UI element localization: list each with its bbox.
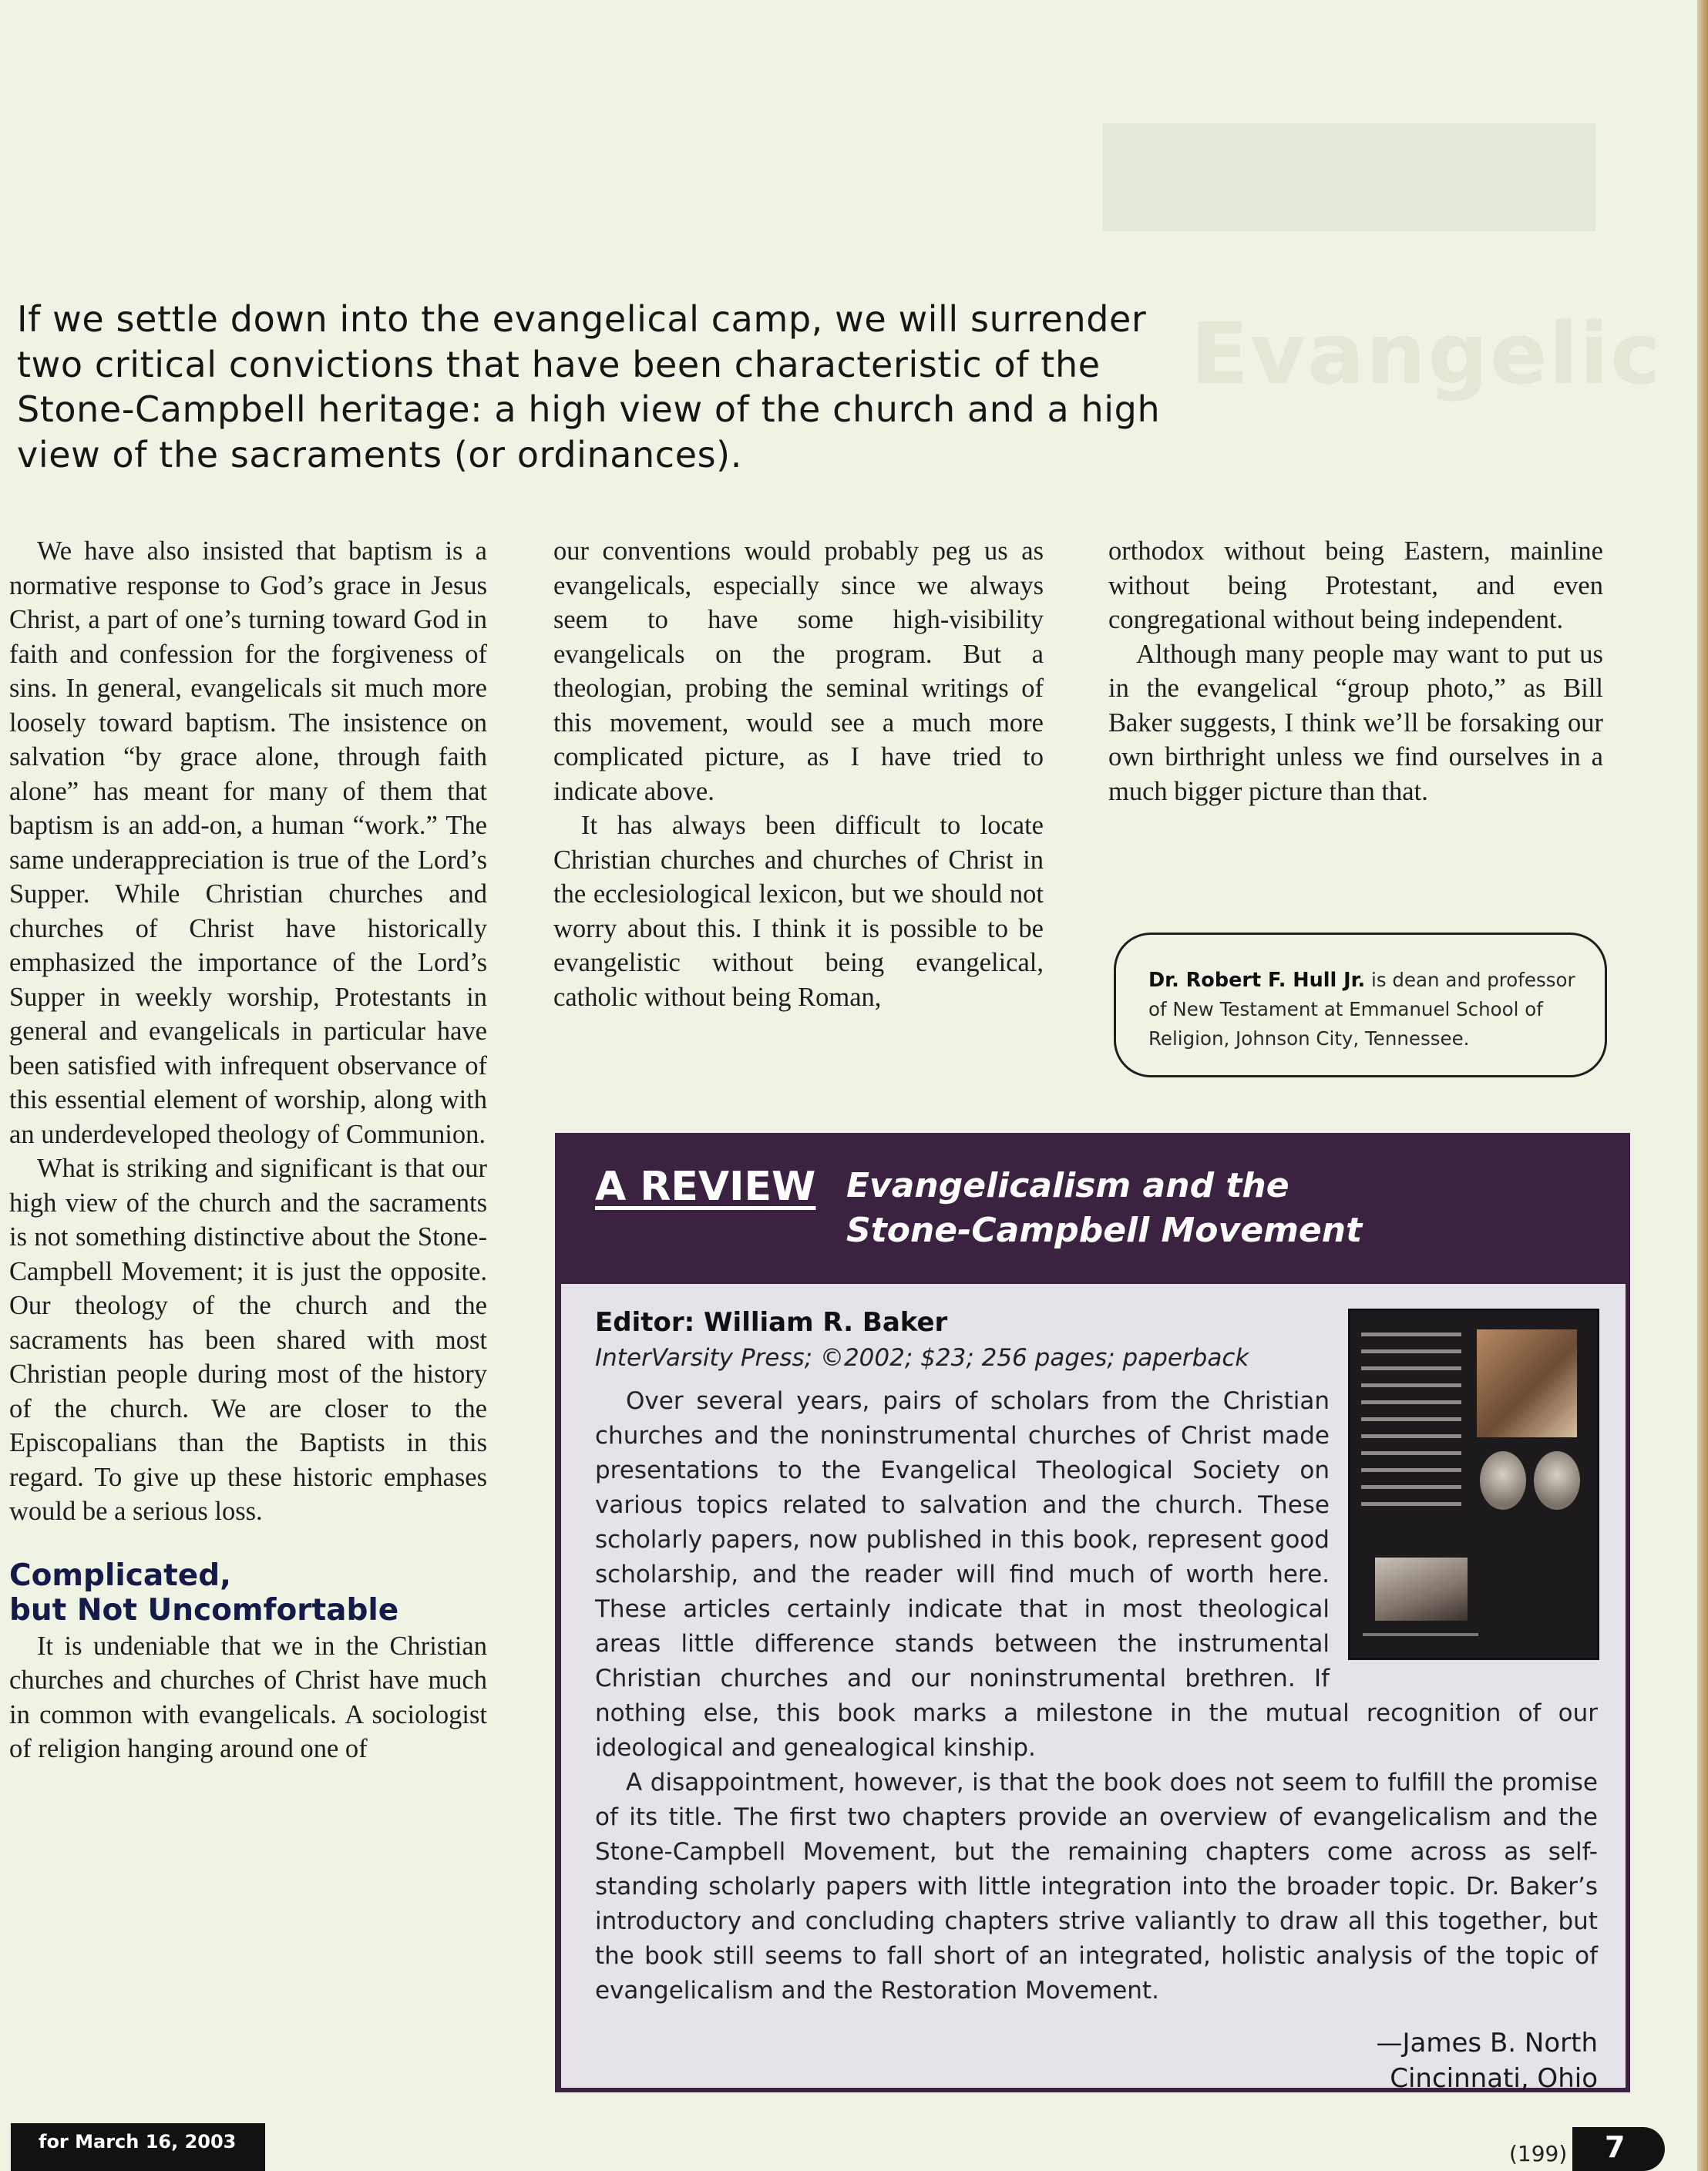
cover-text-lines — [1361, 1333, 1461, 1519]
review-paragraph: Over several years, pairs of scholars from the Christian churches and the noninstrumental churches of Christ made presentations to the Evangelical Theological Society on various topics related to salvation and the church. These scholarly papers, now published in this book, represent good scholarship, and the reader will find much of worth here. These articles certainly indicate that in most theological areas little difference stands between the instrumental Christian churches and our noninstrumental brethren. If nothing else, this book marks a milestone in the mutual recognition of our ideological and genealogical kinship. — [595, 1387, 1598, 1762]
paragraph: We have also insisted that baptism is a normative response to God’s grace in Jesus Christ, a part of one’s turning toward God in faith and confession for the forgiveness of sins. In general, evangelicals sit much more loosely toward baptism. The insistence on salvation “by grace alone, through faith alone” has meant for many of them that baptism is an add-on, a human “work.” The same underappreciation is true of the Lord’s Supper. While Christian churches and churches of Christ have historically emphasized the importance of the Lord’s Supper in weekly worship, Protestants in general and evangelicals in particular have been satisfied with infrequent observance of this essential element of worship, along with an underdeveloped theology of Communion. — [9, 536, 487, 1149]
review-editor: Editor: William R. Baker — [595, 1307, 948, 1338]
page-edge — [1697, 0, 1708, 2171]
author-bio-text: is dean and professor of New Testament at Emmanuel School of Religion, Johnson City, Tennessee. — [1148, 969, 1575, 1050]
cover-footer-line — [1363, 1633, 1478, 1636]
article-column-3 — [1108, 534, 1603, 808]
paragraph: Although many people may want to put us in the evangelical “group photo,” as Bill Baker suggests, I think we’ll be forsaking our own birthright unless we find ourselves in a much bigger picture than that. — [1108, 639, 1603, 806]
cover-portrait — [1534, 1451, 1580, 1510]
review-paragraph: A disappointment, however, is that the book does not seem to fulfill the promise of its title. The first two chapters provide an overview of evangelicalism and the Stone-Campbell Movement, but the remaining chapters come across as self-standing scholarly papers with little integration into the broader topic. Dr. Baker’s introductory and concluding chapters strive valiantly to draw all this together, but the book still seems to fall short of an integrated, holistic analysis of the topic of evangelicalism and the Restoration Movement. — [595, 1769, 1598, 2005]
faded-background-lettering: Evangelic — [1191, 304, 1663, 403]
paragraph: What is striking and significant is that our high view of the church and the sacraments is not something distinctive about the Stone-Campbell Movement; it is just the opposite. Our theology of the church and the sacraments has been shared with most Christian people during most of the history of the church. We are closer to the Episcopalians than the Baptists in this regard. To give up these historic emphases would be a serious loss. — [9, 1154, 487, 1526]
paragraph: orthodox without being Eastern, mainline without being Protestant, and even congregational without being independent. — [1108, 536, 1603, 634]
paragraph: It has always been difficult to locate Christian churches and churches of Christ in the ecclesiological lexicon, but we should not worry about this. I think it is possible to be evangelistic without being evangelical, catholic without being Roman, — [553, 811, 1044, 1012]
paragraph: It is undeniable that we in the Christian churches and churches of Christ have much in common with evangelicals. A sociologist of religion hanging around one of — [9, 1631, 487, 1763]
article-column-1 — [9, 534, 487, 1766]
folio-number: (199) — [1509, 2141, 1568, 2166]
book-review-box — [555, 1133, 1630, 2092]
review-body — [561, 1284, 1626, 2094]
section-subhead — [9, 1558, 487, 1628]
subhead-line: Complicated, — [9, 1558, 231, 1593]
pull-quote: If we settle down into the evangelical camp, we will surrender two critical convictions that have been characteristic of the Stone-Campbell heritage: a high view of the church and a high view of the sacraments (or ordinances). — [17, 298, 1161, 476]
review-title-line: Stone-Campbell Movement — [846, 1211, 1363, 1250]
cover-photo — [1375, 1558, 1468, 1621]
subhead-line: but Not Uncomfortable — [9, 1592, 399, 1628]
review-title-line: Evangelicalism and the — [846, 1166, 1289, 1205]
review-title — [846, 1164, 1362, 1253]
article-column-2 — [553, 534, 1044, 1014]
review-label: A REVIEW — [595, 1164, 816, 1210]
issue-date-tab: for March 16, 2003 — [11, 2123, 265, 2171]
reviewer-name: —James B. North — [1376, 2028, 1598, 2058]
author-name: Dr. Robert F. Hull Jr. — [1148, 969, 1366, 992]
book-cover-image — [1348, 1309, 1599, 1660]
reviewer-location: Cincinnati, Ohio — [1390, 2063, 1598, 2094]
author-bio-box — [1114, 933, 1607, 1077]
reviewer-signature — [595, 2025, 1598, 2096]
cover-illustration — [1477, 1329, 1577, 1437]
faded-background-block — [1102, 123, 1595, 231]
page-number-tab: 7 — [1572, 2127, 1665, 2171]
paragraph: our conventions would probably peg us as evangelicals, especially since we always seem to have some high-visibility evangelicals on the program. But a theologian, probing the seminal writings of this movement, would see a much more complicated picture, as I have tried to indicate above. — [553, 536, 1044, 806]
review-publisher-info: InterVarsity Press; ©2002; $23; 256 pages; paperback — [595, 1344, 1249, 1372]
cover-portrait — [1480, 1451, 1526, 1510]
